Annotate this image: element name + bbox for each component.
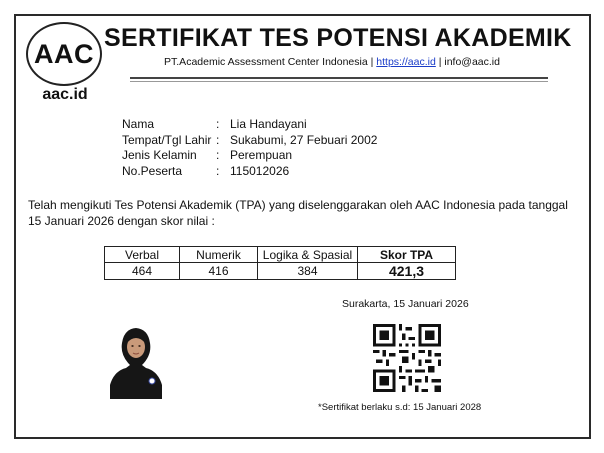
info-colon: :	[216, 163, 220, 178]
org-name: PT.Academic Assessment Center Indonesia	[164, 56, 368, 68]
info-label: Nama	[122, 117, 155, 131]
header-logika-spasial: Logika & Spasial	[258, 247, 358, 263]
header-verbal: Verbal	[105, 247, 180, 263]
info-value: Sukabumi, 27 Febuari 2002	[230, 132, 378, 147]
info-colon: :	[216, 148, 220, 163]
info-value: 115012026	[230, 163, 290, 178]
website-link[interactable]: https://aac.id	[376, 56, 436, 68]
info-row-name	[122, 117, 377, 133]
qr-code-icon	[373, 324, 441, 392]
separator: |	[367, 56, 377, 68]
score-verbal: 464	[105, 263, 180, 280]
info-value: Perempuan	[230, 148, 293, 163]
separator: |	[435, 56, 445, 68]
email-text: info@aac.id	[444, 56, 500, 68]
statement-text: Telah mengikuti Tes Potensi Akademik (TPA) yang diselenggarakan oleh AAC Indonesia pada tanggal 15 Januari 2026 dengan skor nilai :	[28, 198, 568, 228]
score-logika-spasial: 384	[258, 263, 358, 280]
aac-logo	[26, 22, 102, 86]
place-date: Surakarta, 15 Januari 2026	[342, 298, 469, 310]
header-skor-tpa: Skor TPA	[358, 247, 456, 263]
info-label: Tempat/Tgl Lahir	[122, 132, 212, 147]
info-colon: :	[216, 117, 220, 131]
info-row-gender	[122, 148, 377, 164]
header-numerik: Numerik	[180, 247, 258, 263]
participant-photo	[108, 325, 164, 399]
logo-text: AAC	[34, 38, 94, 69]
participant-info	[122, 117, 377, 179]
score-table	[104, 246, 456, 280]
logo-caption: aac.id	[42, 86, 88, 103]
score-value-row	[105, 263, 456, 280]
score-numerik: 416	[180, 263, 258, 280]
score-header-row	[105, 247, 456, 263]
info-row-birth	[122, 133, 377, 149]
validity-note: *Sertifikat berlaku s.d: 15 Januari 2028	[318, 402, 482, 413]
certificate-title: SERTIFIKAT TES POTENSI AKADEMIK	[104, 24, 572, 52]
info-label: Jenis Kelamin	[122, 148, 197, 163]
header-divider	[130, 77, 548, 79]
info-row-number	[122, 164, 377, 180]
info-label: No.Peserta	[122, 163, 183, 178]
header-divider-thin	[130, 81, 548, 82]
info-colon: :	[216, 132, 220, 147]
info-value: Lia Handayani	[230, 117, 307, 131]
header-subtitle	[104, 56, 560, 68]
score-tpa-total: 421,3	[358, 263, 456, 280]
